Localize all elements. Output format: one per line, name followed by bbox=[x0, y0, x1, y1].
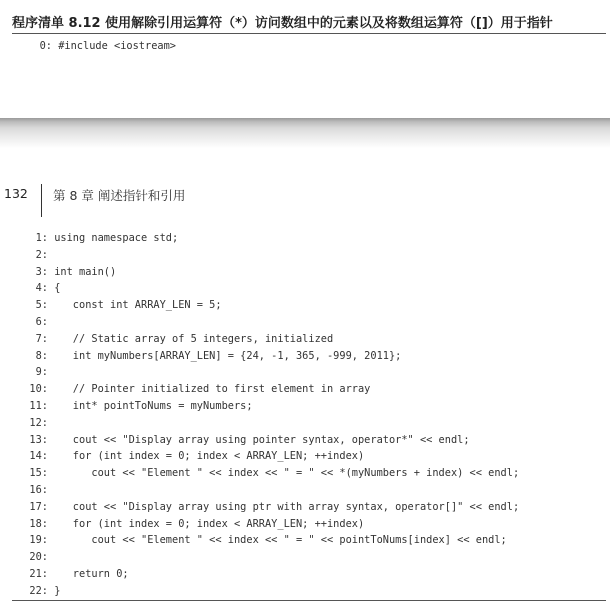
line-number: 9: bbox=[35, 366, 48, 379]
chapter-title: 第 8 章 阐述指针和引用 bbox=[53, 188, 186, 203]
line-number: 4: bbox=[35, 282, 48, 295]
code-line bbox=[26, 232, 178, 244]
code-text: // Static array of 5 integers, initialized bbox=[54, 332, 334, 345]
code-text: // Pointer initialized to first element in array bbox=[54, 383, 371, 396]
code-text: using namespace std; bbox=[54, 232, 179, 244]
top-rule bbox=[12, 33, 606, 34]
line-number: 1: bbox=[35, 232, 48, 244]
code-line bbox=[26, 467, 519, 479]
code-text: cout << "Display array using ptr with array syntax, operator[]" << endl; bbox=[54, 500, 520, 513]
line-number: 3: bbox=[35, 265, 48, 278]
page-gap bbox=[0, 118, 610, 148]
line-number: 7: bbox=[35, 332, 48, 345]
line-number: 5: bbox=[35, 299, 48, 312]
code-line bbox=[26, 484, 54, 496]
line-number: 8: bbox=[35, 349, 48, 362]
code-block-top bbox=[30, 40, 176, 64]
code-line bbox=[26, 316, 54, 328]
line-number: 11: bbox=[29, 400, 48, 412]
code-line bbox=[26, 450, 364, 462]
code-line bbox=[26, 249, 54, 261]
code-line bbox=[26, 383, 370, 395]
code-line bbox=[26, 568, 129, 580]
line-number: 19: bbox=[29, 534, 48, 547]
line-number: 6: bbox=[35, 316, 48, 328]
code-line bbox=[26, 434, 470, 446]
code-line bbox=[26, 585, 60, 597]
code-line bbox=[26, 417, 54, 429]
code-text: cout << "Element " << index << " = " << *(myNumbers + index) << endl; bbox=[54, 467, 520, 480]
code-text: { bbox=[54, 282, 61, 295]
line-number: 2: bbox=[35, 248, 48, 261]
code-text: int main() bbox=[54, 265, 117, 278]
code-text: int* pointToNums = myNumbers; bbox=[54, 400, 253, 412]
line-number: 14: bbox=[29, 450, 48, 463]
code-text: cout << "Display array using pointer syntax, operator*" << endl; bbox=[54, 433, 470, 446]
code-text: for (int index = 0; index < ARRAY_LEN; ++index) bbox=[54, 517, 365, 530]
code-line bbox=[26, 266, 116, 278]
code-text: return 0; bbox=[54, 568, 129, 580]
line-number: 18: bbox=[29, 517, 48, 530]
line-number: 10: bbox=[29, 383, 48, 396]
code-text: } bbox=[54, 584, 61, 597]
line-number: 22: bbox=[29, 584, 48, 597]
page-number: 132 bbox=[4, 186, 28, 201]
code-line bbox=[26, 366, 54, 378]
line-number: 12: bbox=[29, 416, 48, 429]
code-line bbox=[26, 534, 507, 546]
code-text: #include <iostream> bbox=[58, 40, 176, 52]
header-divider bbox=[41, 184, 42, 217]
code-text: for (int index = 0; index < ARRAY_LEN; ++index) bbox=[54, 450, 365, 463]
listing-title: 程序清单 8.12 使用解除引用运算符（*）访问数组中的元素以及将数组运算符（[]）用于指针 bbox=[12, 16, 553, 31]
line-number: 0: bbox=[39, 40, 52, 52]
code-line bbox=[26, 299, 222, 311]
code-line bbox=[26, 400, 253, 412]
line-number: 17: bbox=[29, 500, 48, 513]
line-number: 15: bbox=[29, 467, 48, 480]
code-line bbox=[26, 282, 60, 294]
code-line bbox=[26, 518, 364, 530]
code-line bbox=[30, 40, 176, 52]
code-line bbox=[26, 551, 54, 563]
code-text: int myNumbers[ARRAY_LEN] = {24, -1, 365, -999, 2011}; bbox=[54, 349, 402, 362]
bottom-rule bbox=[12, 600, 606, 601]
line-number: 13: bbox=[29, 433, 48, 446]
line-number: 20: bbox=[29, 551, 48, 564]
code-text: const int ARRAY_LEN = 5; bbox=[54, 299, 222, 312]
code-line bbox=[26, 333, 333, 345]
code-line bbox=[26, 501, 519, 513]
code-line bbox=[26, 350, 401, 362]
line-number: 21: bbox=[29, 568, 48, 580]
code-text: cout << "Element " << index << " = " << pointToNums[index] << endl; bbox=[54, 534, 507, 547]
line-number: 16: bbox=[29, 484, 48, 496]
